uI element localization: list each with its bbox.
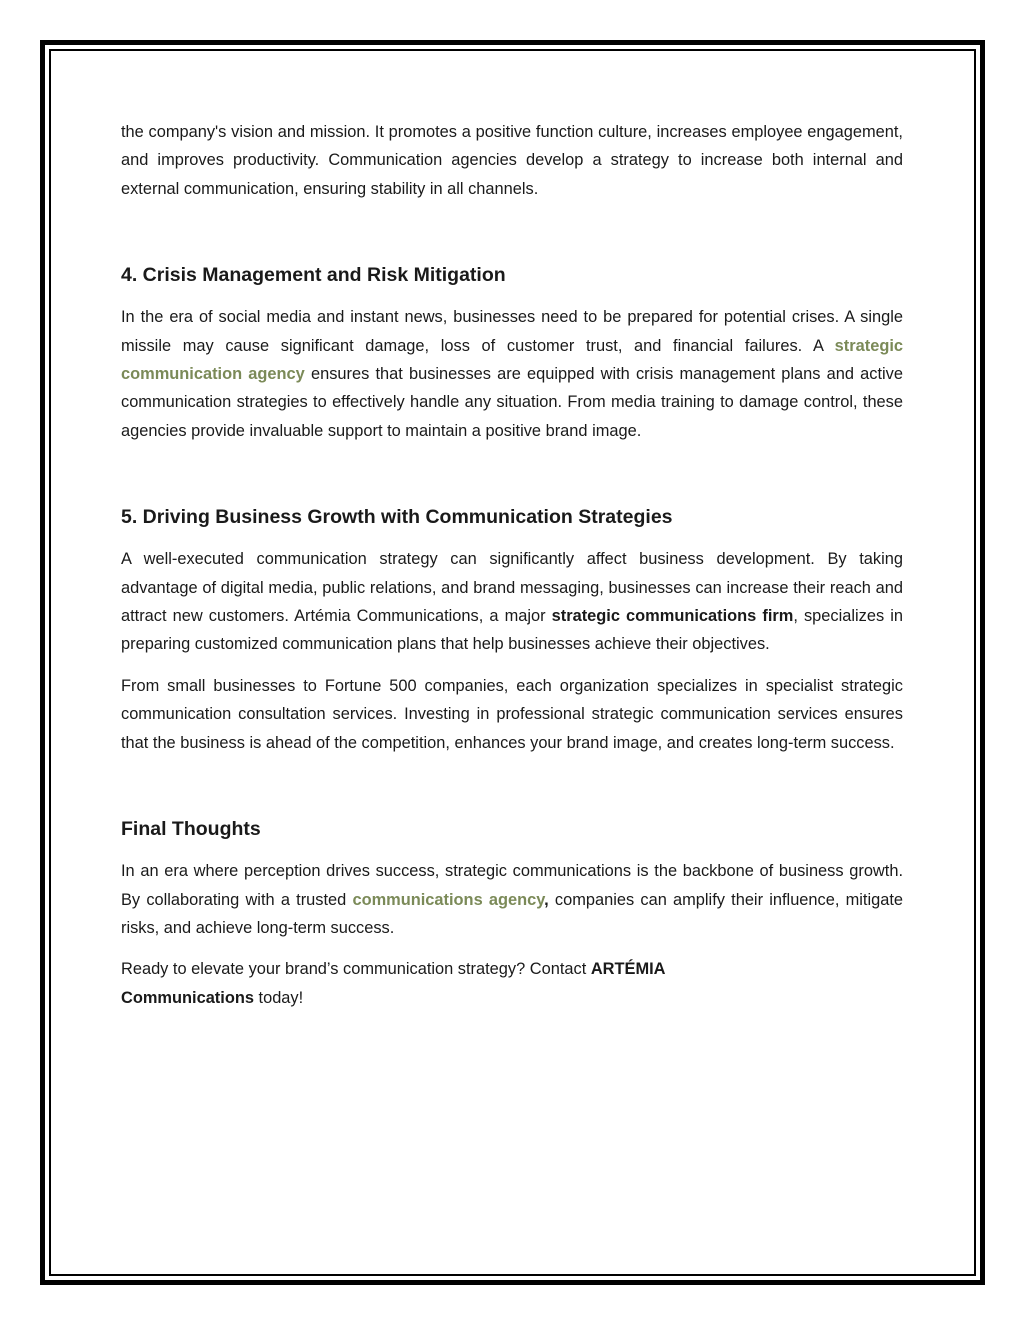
growth-text-end: , specializes in preparing customized communication plans that help businesses achieve their objectives. (121, 607, 903, 654)
intro-paragraph: the company's vision and mission. It promotes a positive function culture, increases employee engagement, and improves productivity. Communication agencies develop a strategy to increase both internal and external communication, ensuring stability in all channels. (121, 123, 903, 198)
final-text-end: companies can amplify their influence, mitigate risks, and achieve long-term success. (121, 890, 903, 937)
strategic-communication-agency-link[interactable]: strategic communication agency (121, 336, 903, 384)
document-body (121, 118, 903, 1025)
heading-business-growth: 5. Driving Business Growth with Communication Strategies (121, 506, 673, 529)
cta-text-start: Ready to elevate your brand’s communication strategy? Contact (121, 960, 591, 979)
final-paragraph-1 (121, 857, 903, 942)
crisis-text-start: In the era of social media and instant news, businesses need to be prepared for potential crises. A single missile may cause significant damage, loss of customer trust, and financial failures. A (121, 308, 903, 355)
final-paragraph-cta (121, 955, 903, 1012)
growth-text-start: A well-executed communication strategy can significantly affect business development. By taking advantage of digital media, public relations, and brand messaging, businesses can increase their reach and attract new customers. Artémia Communications, a major (121, 550, 903, 626)
growth-paragraph-2: From small businesses to Fortune 500 companies, each organization specializes in specialist strategic communication consultation services. Investing in professional strategic communication services ensures that the business is ahead of the competition, enhances your brand image, and creates long-term success. (121, 676, 903, 752)
heading-crisis-management: 4. Crisis Management and Risk Mitigation (121, 264, 506, 287)
brand-name-second: Communications (121, 988, 254, 1007)
communications-agency-link[interactable]: communications agency (352, 890, 545, 909)
final-text-start: In an era where perception drives success, strategic communications is the backbone of business growth. By collaborating with a trusted (121, 862, 903, 909)
crisis-paragraph (121, 303, 903, 445)
growth-paragraph-1 (121, 545, 903, 659)
cta-text-end: today! (253, 988, 304, 1007)
final-comma: , (544, 890, 549, 909)
heading-final-thoughts: Final Thoughts (121, 818, 261, 841)
crisis-text-end: ensures that businesses are equipped with crisis management plans and active communication strategies to effectively handle any situation. From media training to damage control, these agencies provide invaluable support to maintain a positive brand image. (121, 365, 903, 440)
brand-name-first: ARTÉMIA (590, 960, 666, 979)
strategic-communications-firm-text: strategic communications firm (551, 607, 794, 626)
